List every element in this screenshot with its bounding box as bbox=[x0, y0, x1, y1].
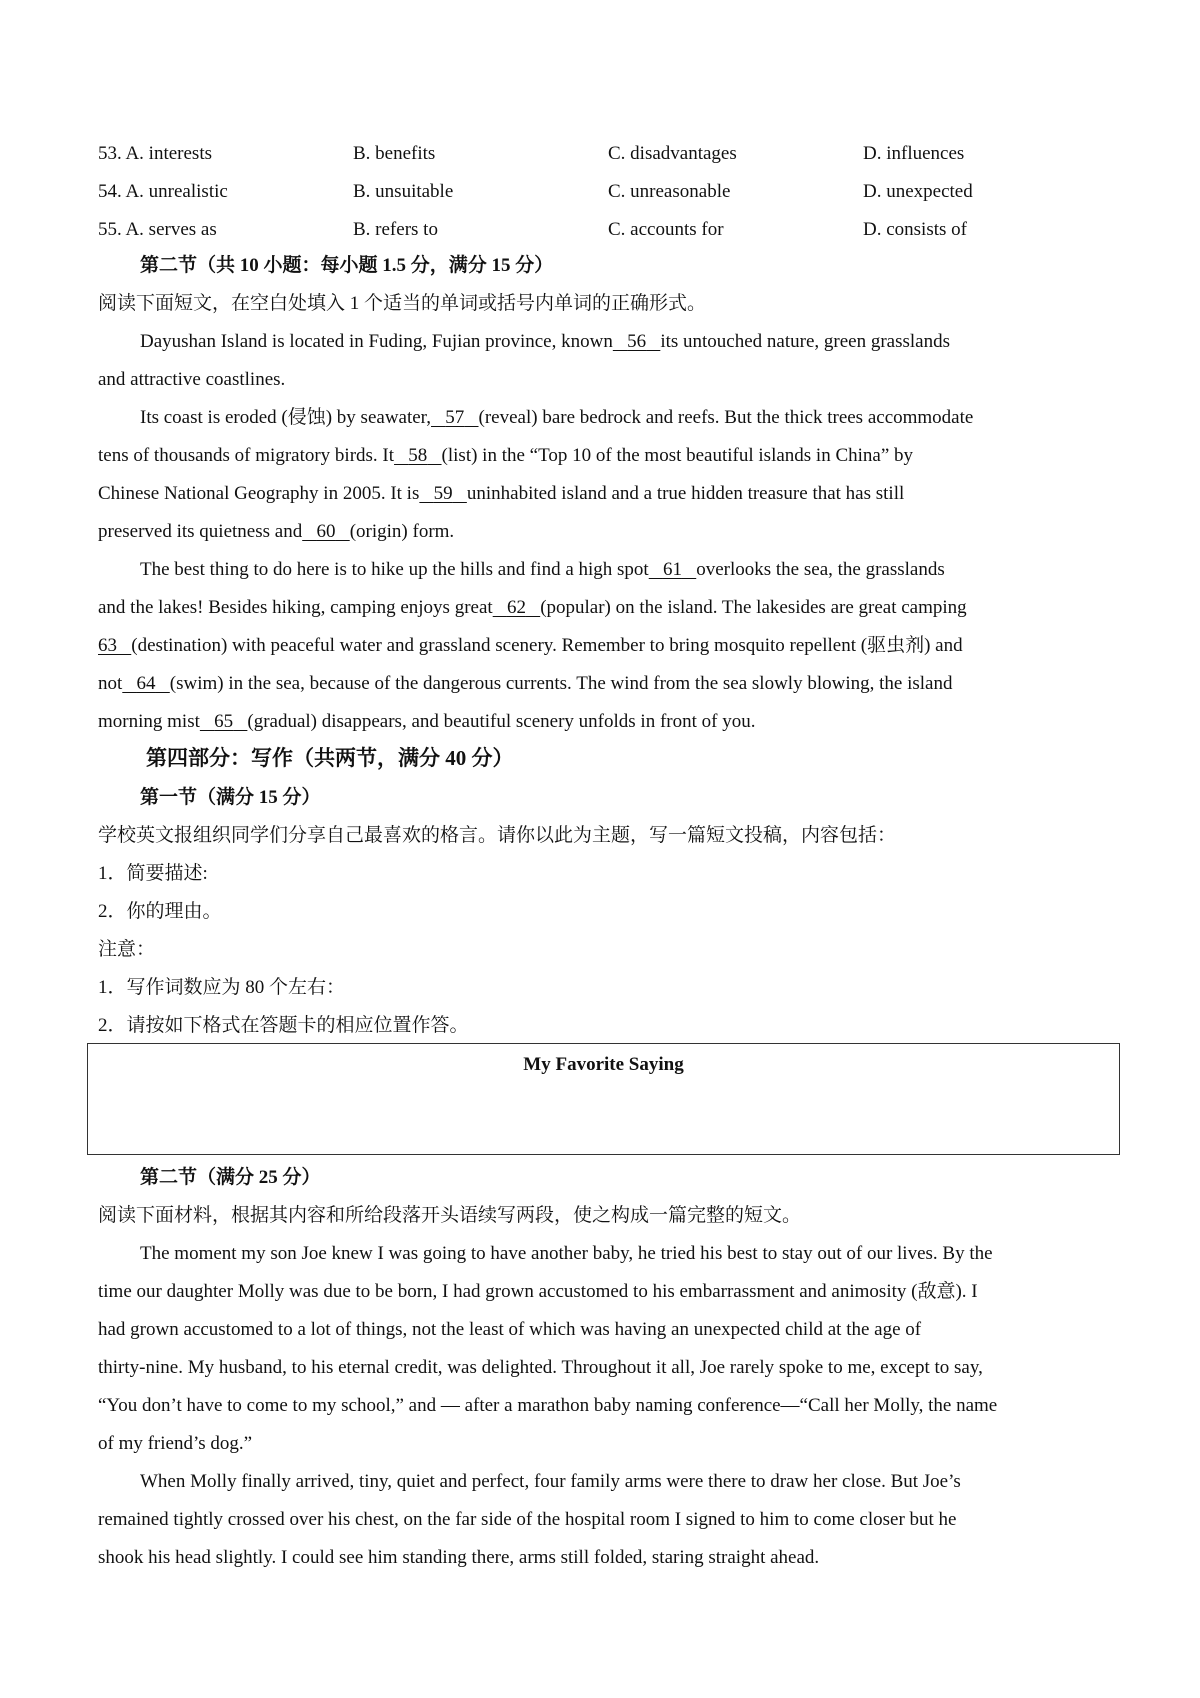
passage-text: uninhabited island and a true hidden treasure that has still bbox=[466, 483, 905, 504]
writing1-line: 1．简要描述: bbox=[98, 863, 208, 884]
writing2-instruction: 阅读下面材料，根据其内容和所给段落开头语续写两段，使之构成一篇完整的短文。 bbox=[98, 1205, 802, 1226]
option-b: B. refers to bbox=[353, 219, 438, 240]
passage-text: (list) in the “Top 10 of the most beautiful islands in China” by bbox=[441, 445, 914, 466]
blank-58 bbox=[394, 446, 442, 465]
passage-text: (destination) with peaceful water and grassland scenery. Remember to bring mosquito repellent (驱虫剂) and bbox=[131, 635, 963, 656]
blank-number: 65 bbox=[214, 711, 234, 732]
blank-64 bbox=[122, 674, 170, 693]
blank-61 bbox=[649, 560, 697, 579]
blank-number: 60 bbox=[316, 521, 336, 542]
passage-text: (swim) in the sea, because of the dangerous currents. The wind from the sea slowly blowing, the island bbox=[169, 673, 953, 694]
story-line: “You don’t have to come to my school,” and — after a marathon baby naming conference—“Call her Molly, the name bbox=[98, 1395, 998, 1416]
option-a: 53. A. interests bbox=[98, 143, 212, 164]
passage-line bbox=[98, 522, 454, 541]
story-line: had grown accustomed to a lot of things, not the least of which was having an unexpected child at the age of bbox=[98, 1319, 922, 1340]
passage-line bbox=[98, 712, 755, 731]
writing1-line: 学校英文报组织同学们分享自己最喜欢的格言。请你以此为主题，写一篇短文投稿，内容包括： bbox=[98, 825, 897, 846]
passage-line: and attractive coastlines. bbox=[98, 369, 286, 390]
blank-63 bbox=[98, 636, 131, 655]
part4-heading: 第四部分：写作（共两节，满分 40 分） bbox=[146, 746, 514, 770]
writing2-heading: 第二节（满分 25 分） bbox=[140, 1167, 321, 1188]
passage-text: Dayushan Island is located in Fuding, Fujian province, known bbox=[140, 331, 613, 352]
blank-57 bbox=[431, 408, 479, 427]
story-line: time our daughter Molly was due to be born, I had grown accustomed to his embarrassment and animosity (敌意). I bbox=[98, 1281, 978, 1302]
passage-text: overlooks the sea, the grasslands bbox=[696, 559, 945, 580]
option-c: C. unreasonable bbox=[608, 181, 731, 202]
passage-text: Its coast is eroded (侵蚀) by seawater, bbox=[140, 407, 432, 428]
blank-number: 62 bbox=[506, 597, 526, 618]
story-line: The moment my son Joe knew I was going to have another baby, he tried his best to stay out of our lives. By the bbox=[140, 1243, 993, 1264]
option-a: 55. A. serves as bbox=[98, 219, 217, 240]
passage-text: The best thing to do here is to hike up the hills and find a high spot bbox=[140, 559, 649, 580]
section2-instruction: 阅读下面短文，在空白处填入 1 个适当的单词或括号内单词的正确形式。 bbox=[98, 293, 707, 314]
passage-line bbox=[98, 598, 967, 617]
writing1-line: 1．写作词数应为 80 个左右： bbox=[98, 977, 346, 998]
passage-line bbox=[98, 484, 904, 503]
option-a: 54. A. unrealistic bbox=[98, 181, 228, 202]
story-line: remained tightly crossed over his chest, on the far side of the hospital room I signed to him to come closer but he bbox=[98, 1509, 957, 1530]
mc-row-55 bbox=[0, 219, 1200, 243]
option-d: D. influences bbox=[863, 143, 965, 164]
blank-65 bbox=[200, 712, 248, 731]
passage-text: and the lakes! Besides hiking, camping enjoys great bbox=[98, 597, 493, 618]
passage-line bbox=[140, 408, 973, 427]
passage-line bbox=[98, 446, 913, 465]
section2-heading: 第二节（共 10 小题：每小题 1.5 分，满分 15 分） bbox=[140, 255, 554, 276]
option-c: C. accounts for bbox=[608, 219, 724, 240]
passage-text: (reveal) bare bedrock and reefs. But the thick trees accommodate bbox=[478, 407, 974, 428]
story-line: of my friend’s dog.” bbox=[98, 1433, 253, 1454]
story-line: When Molly finally arrived, tiny, quiet and perfect, four family arms were there to draw her close. But Joe’s bbox=[140, 1471, 961, 1492]
story-line: shook his head slightly. I could see him standing there, arms still folded, staring straight ahead. bbox=[98, 1547, 820, 1568]
option-c: C. disadvantages bbox=[608, 143, 737, 164]
passage-text: Chinese National Geography in 2005. It is bbox=[98, 483, 420, 504]
answer-format-box bbox=[87, 1043, 1120, 1155]
story-line: thirty-nine. My husband, to his eternal credit, was delighted. Throughout it all, Joe rarely spoke to me, except to say, bbox=[98, 1357, 983, 1378]
writing1-line: 2．你的理由。 bbox=[98, 901, 222, 922]
passage-text: (popular) on the island. The lakesides are great camping bbox=[540, 597, 967, 618]
blank-number: 63 bbox=[98, 635, 117, 656]
writing1-line: 注意： bbox=[98, 939, 156, 960]
passage-text: (origin) form. bbox=[349, 521, 455, 542]
passage-line bbox=[98, 674, 952, 693]
blank-number: 61 bbox=[662, 559, 682, 580]
blank-59 bbox=[419, 484, 467, 503]
passage-line bbox=[98, 636, 963, 655]
blank-number: 57 bbox=[445, 407, 465, 428]
mc-row-53 bbox=[0, 143, 1200, 167]
option-b: B. benefits bbox=[353, 143, 436, 164]
blank-number: 56 bbox=[627, 331, 647, 352]
blank-60 bbox=[302, 522, 350, 541]
passage-text: preserved its quietness and bbox=[98, 521, 303, 542]
writing1-line: 2．请按如下格式在答题卡的相应位置作答。 bbox=[98, 1015, 469, 1036]
box-title: My Favorite Saying bbox=[523, 1054, 684, 1075]
mc-row-54 bbox=[0, 181, 1200, 205]
passage-text: its untouched nature, green grasslands bbox=[660, 331, 950, 352]
passage-text: morning mist bbox=[98, 711, 200, 732]
blank-62 bbox=[493, 598, 541, 617]
passage-text: (gradual) disappears, and beautiful scenery unfolds in front of you. bbox=[247, 711, 756, 732]
option-b: B. unsuitable bbox=[353, 181, 454, 202]
passage-line bbox=[140, 332, 950, 351]
blank-number: 64 bbox=[136, 673, 156, 694]
option-d: D. consists of bbox=[863, 219, 967, 240]
passage-line bbox=[140, 560, 945, 579]
blank-number: 59 bbox=[433, 483, 453, 504]
option-d: D. unexpected bbox=[863, 181, 973, 202]
passage-text: not bbox=[98, 673, 123, 694]
blank-56 bbox=[613, 332, 661, 351]
writing1-heading: 第一节（满分 15 分） bbox=[140, 787, 321, 808]
passage-text: tens of thousands of migratory birds. It bbox=[98, 445, 395, 466]
blank-number: 58 bbox=[408, 445, 428, 466]
